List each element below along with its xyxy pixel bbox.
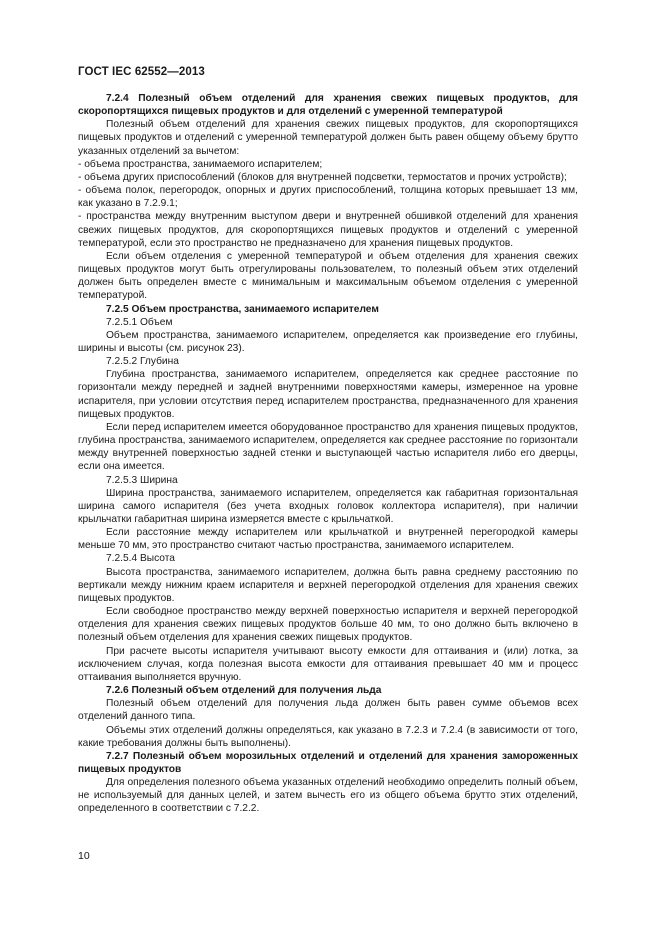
subsection-heading-7-2-5-2: 7.2.5.2 Глубина	[106, 356, 179, 368]
paragraph: Если объем отделения с умеренной температурой и объем отделения для хранения свежих пищевых продуктов могут быть отрегулированы пользователем, то полезный объем этих отделений должен быть определен вместе с минимальным и максимальным объемом отделения с умеренной температурой.	[78, 250, 578, 302]
paragraph: Глубина пространства, занимаемого испарителем, определяется как среднее расстояние по горизонтали между передней и задней внутренними поверхностями камеры, измеренное на уровне испарителя, при условии отсутствия перед испарителем пространства, предназначенного для хранения пищевых продуктов.	[78, 369, 578, 420]
subsection-heading-7-2-5-3: 7.2.5.3 Ширина	[106, 474, 178, 486]
page-header-standard-title: ГОСТ IEC 62552—2013	[78, 66, 205, 78]
list-item: - пространства между внутренним выступом двери и внутренней обшивкой отделений для хранения свежих пищевых продуктов, для скоропортящихся пищевых продуктов и отделений с умеренной температурой, если это пространство не предназначено для хранения пищевых продуктов.	[78, 211, 578, 249]
paragraph: Объем пространства, занимаемого испарителем, определяется как произведение его глубины, ширины и высоты (см. рисунок 23).	[78, 329, 578, 354]
subsection-heading-7-2-5-1: 7.2.5.1 Объем	[106, 316, 173, 328]
paragraph: При расчете высоты испарителя учитывают высоту емкости для оттаивания и (или) лотка, за исключением случая, когда полезная высота емкости для оттаивания превышает 40 мм и процесс оттаивания выполняется вручную.	[78, 645, 578, 683]
paragraph: Если свободное пространство между верхней поверхностью испарителя и верхней перегородкой отделения для хранения свежих пищевых продуктов больше 40 мм, то оно должно быть включено в полезный объем отделения для хранения свежих пищевых продуктов.	[78, 606, 578, 644]
list-item: - объема других приспособлений (блоков для внутренней подсветки, термостатов и прочих устройств);	[78, 171, 567, 183]
page-number: 10	[78, 850, 90, 862]
paragraph: Объемы этих отделений должны определяться, как указано в 7.2.3 и 7.2.4 (в зависимости от того, какие требования должны быть выполнены).	[78, 724, 578, 749]
document-body	[78, 92, 578, 816]
list-item: - объема полок, перегородок, опорных и других приспособлений, толщина которых превышает 13 мм, как указано в 7.2.9.1;	[78, 185, 578, 210]
paragraph: Полезный объем отделений для хранения свежих пищевых продуктов, для скоропортящихся пищевых продуктов и отделений с умеренной температурой должен быть равен общему объему брутто указанных отделений за вычетом:	[78, 119, 578, 157]
paragraph: Если перед испарителем имеется оборудованное пространство для хранения пищевых продуктов, глубина пространства, занимаемого испарителем, определяется как среднее расстояние по горизонтали между внутренней поверхностью задней стенки и выступающей частью испарителя либо его дверцы, если она имеется.	[78, 421, 578, 473]
subsection-heading-7-2-5-4: 7.2.5.4 Высота	[106, 553, 175, 565]
section-heading-7-2-7: 7.2.7 Полезный объем морозильных отделений и отделений для хранения замороженных пищевых продуктов	[78, 750, 578, 775]
section-heading-7-2-4: 7.2.4 Полезный объем отделений для хранения свежих пищевых продуктов, для скоропортящихся пищевых продуктов и для отделений с умеренной температурой	[78, 93, 578, 118]
paragraph: Высота пространства, занимаемого испарителем, должна быть равна среднему расстоянию по вертикали между нижним краем испарителя и верхней перегородкой отделения для хранения свежих пищевых продуктов.	[78, 566, 578, 604]
paragraph: Если расстояние между испарителем или крыльчаткой и внутренней перегородкой камеры меньше 70 мм, это пространство считают частью пространства, занимаемого испарителем.	[78, 527, 578, 552]
section-heading-7-2-6: 7.2.6 Полезный объем отделений для получения льда	[106, 685, 382, 697]
list-item: - объема пространства, занимаемого испарителем;	[78, 158, 323, 170]
paragraph: Для определения полезного объема указанных отделений необходимо определить полный объем, не используемый для данных целей, и затем вычесть его из общего объема брутто этих отделений, определенного в соответствии с 7.2.2.	[78, 777, 578, 815]
paragraph: Ширина пространства, занимаемого испарителем, определяется как габаритная горизонтальная ширина самого испарителя (без учета входных головок коллектора испарителя), при наличии крыльчатки габаритная ширина измеряется вместе с крыльчаткой.	[78, 487, 578, 525]
section-heading-7-2-5: 7.2.5 Объем пространства, занимаемого испарителем	[106, 303, 379, 315]
paragraph: Полезный объем отделений для получения льда должен быть равен сумме объемов всех отделений данного типа.	[78, 698, 578, 723]
